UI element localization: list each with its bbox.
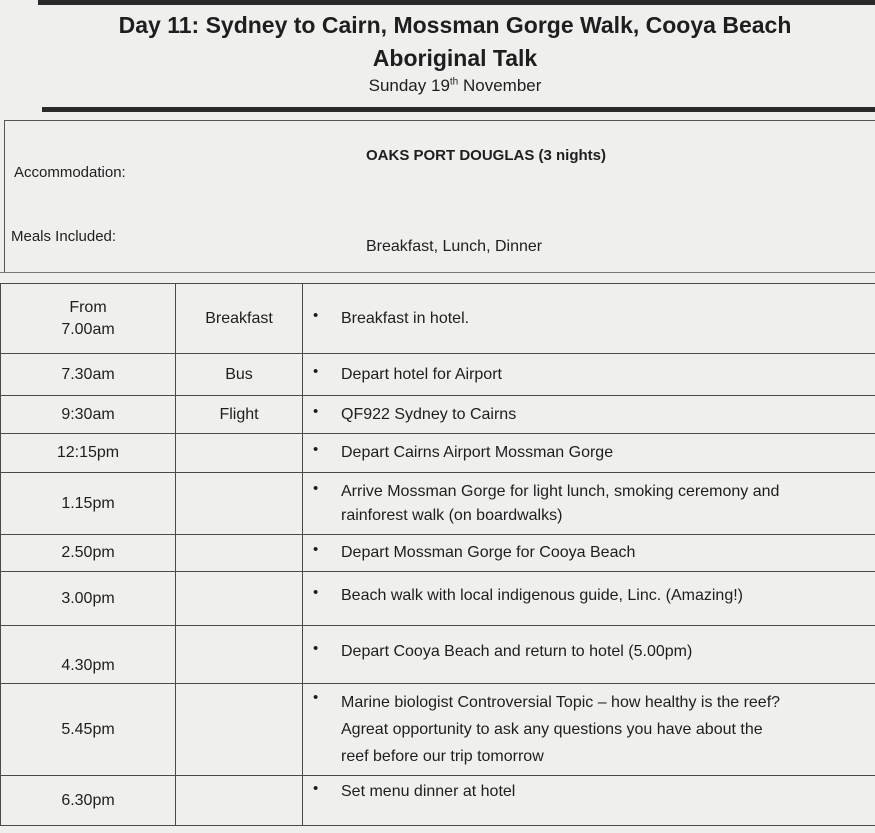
time-cell: 9:30am: [1, 396, 176, 434]
type-cell: [176, 572, 303, 626]
time-cell: 12:15pm: [1, 434, 176, 473]
info-divider: [0, 272, 875, 273]
bullet-icon: •: [313, 541, 319, 558]
schedule-table: [0, 283, 875, 826]
time-cell: 3.00pm: [1, 572, 176, 626]
activity-cell: • QF922 Sydney to Cairns: [303, 396, 875, 434]
table-row: [1, 473, 875, 535]
time-cell: 5.45pm: [1, 684, 176, 776]
type-cell: [176, 776, 303, 826]
top-rule: [38, 0, 875, 5]
activity-cell: • Set menu dinner at hotel: [303, 776, 875, 826]
type-cell: [176, 434, 303, 473]
table-row: [1, 434, 875, 473]
bullet-icon: •: [313, 479, 319, 497]
bullet-icon: •: [313, 402, 319, 420]
activity-cell: • Depart Cairns Airport Mossman Gorge: [303, 434, 875, 473]
bullet-icon: •: [313, 584, 319, 601]
meals-label: Meals Included:: [11, 228, 117, 245]
activity-cell: • Marine biologist Controversial Topic – how healthy is the reef? Agreat opportunity to ask any questions you have about the reef before our trip tomorrow: [303, 684, 875, 776]
activity-cell: • Breakfast in hotel.: [303, 284, 875, 354]
bullet-icon: •: [313, 441, 319, 458]
type-cell: Bus: [176, 354, 303, 396]
bullet-icon: •: [313, 362, 319, 380]
table-row: [1, 354, 875, 396]
bullet-icon: •: [313, 640, 319, 657]
time-cell: 4.30pm: [1, 626, 176, 684]
time-cell: 7.30am: [1, 354, 176, 396]
time-cell: 6.30pm: [1, 776, 176, 826]
type-cell: [176, 535, 303, 572]
activity-cell: • Beach walk with local indigenous guide, Linc. (Amazing!): [303, 572, 875, 626]
activity-cell: • Depart Cooya Beach and return to hotel (5.00pm): [303, 626, 875, 684]
time-cell: From 7.00am: [1, 284, 176, 354]
type-cell: [176, 473, 303, 535]
bullet-icon: •: [313, 689, 319, 706]
table-row: [1, 684, 875, 776]
table-row: [1, 626, 875, 684]
bullet-icon: •: [313, 780, 319, 797]
table-row: [1, 572, 875, 626]
type-cell: Breakfast: [176, 284, 303, 354]
header-rule: [42, 107, 875, 112]
time-cell: 2.50pm: [1, 535, 176, 572]
table-row: [1, 776, 875, 826]
time-cell: 1.15pm: [1, 473, 176, 535]
page-date: Sunday 19th November: [368, 76, 542, 95]
table-row: [1, 535, 875, 572]
type-cell: [176, 684, 303, 776]
type-cell: Flight: [176, 396, 303, 434]
accommodation-value: OAKS PORT DOUGLAS (3 nights): [366, 147, 606, 164]
page-subtitle: Aboriginal Talk: [372, 45, 538, 71]
accommodation-label: Accommodation:: [14, 164, 126, 181]
activity-cell: • Depart hotel for Airport: [303, 354, 875, 396]
table-row: [1, 284, 875, 354]
activity-cell: • Arrive Mossman Gorge for light lunch, smoking ceremony and rainforest walk (on boardwalks): [303, 473, 875, 535]
meals-value: Breakfast, Lunch, Dinner: [366, 238, 543, 255]
table-row: [1, 396, 875, 434]
page-title: Day 11: Sydney to Cairn, Mossman Gorge Walk, Cooya Beach: [118, 12, 792, 38]
activity-cell: • Depart Mossman Gorge for Cooya Beach: [303, 535, 875, 572]
type-cell: [176, 626, 303, 684]
bullet-icon: •: [313, 306, 319, 324]
